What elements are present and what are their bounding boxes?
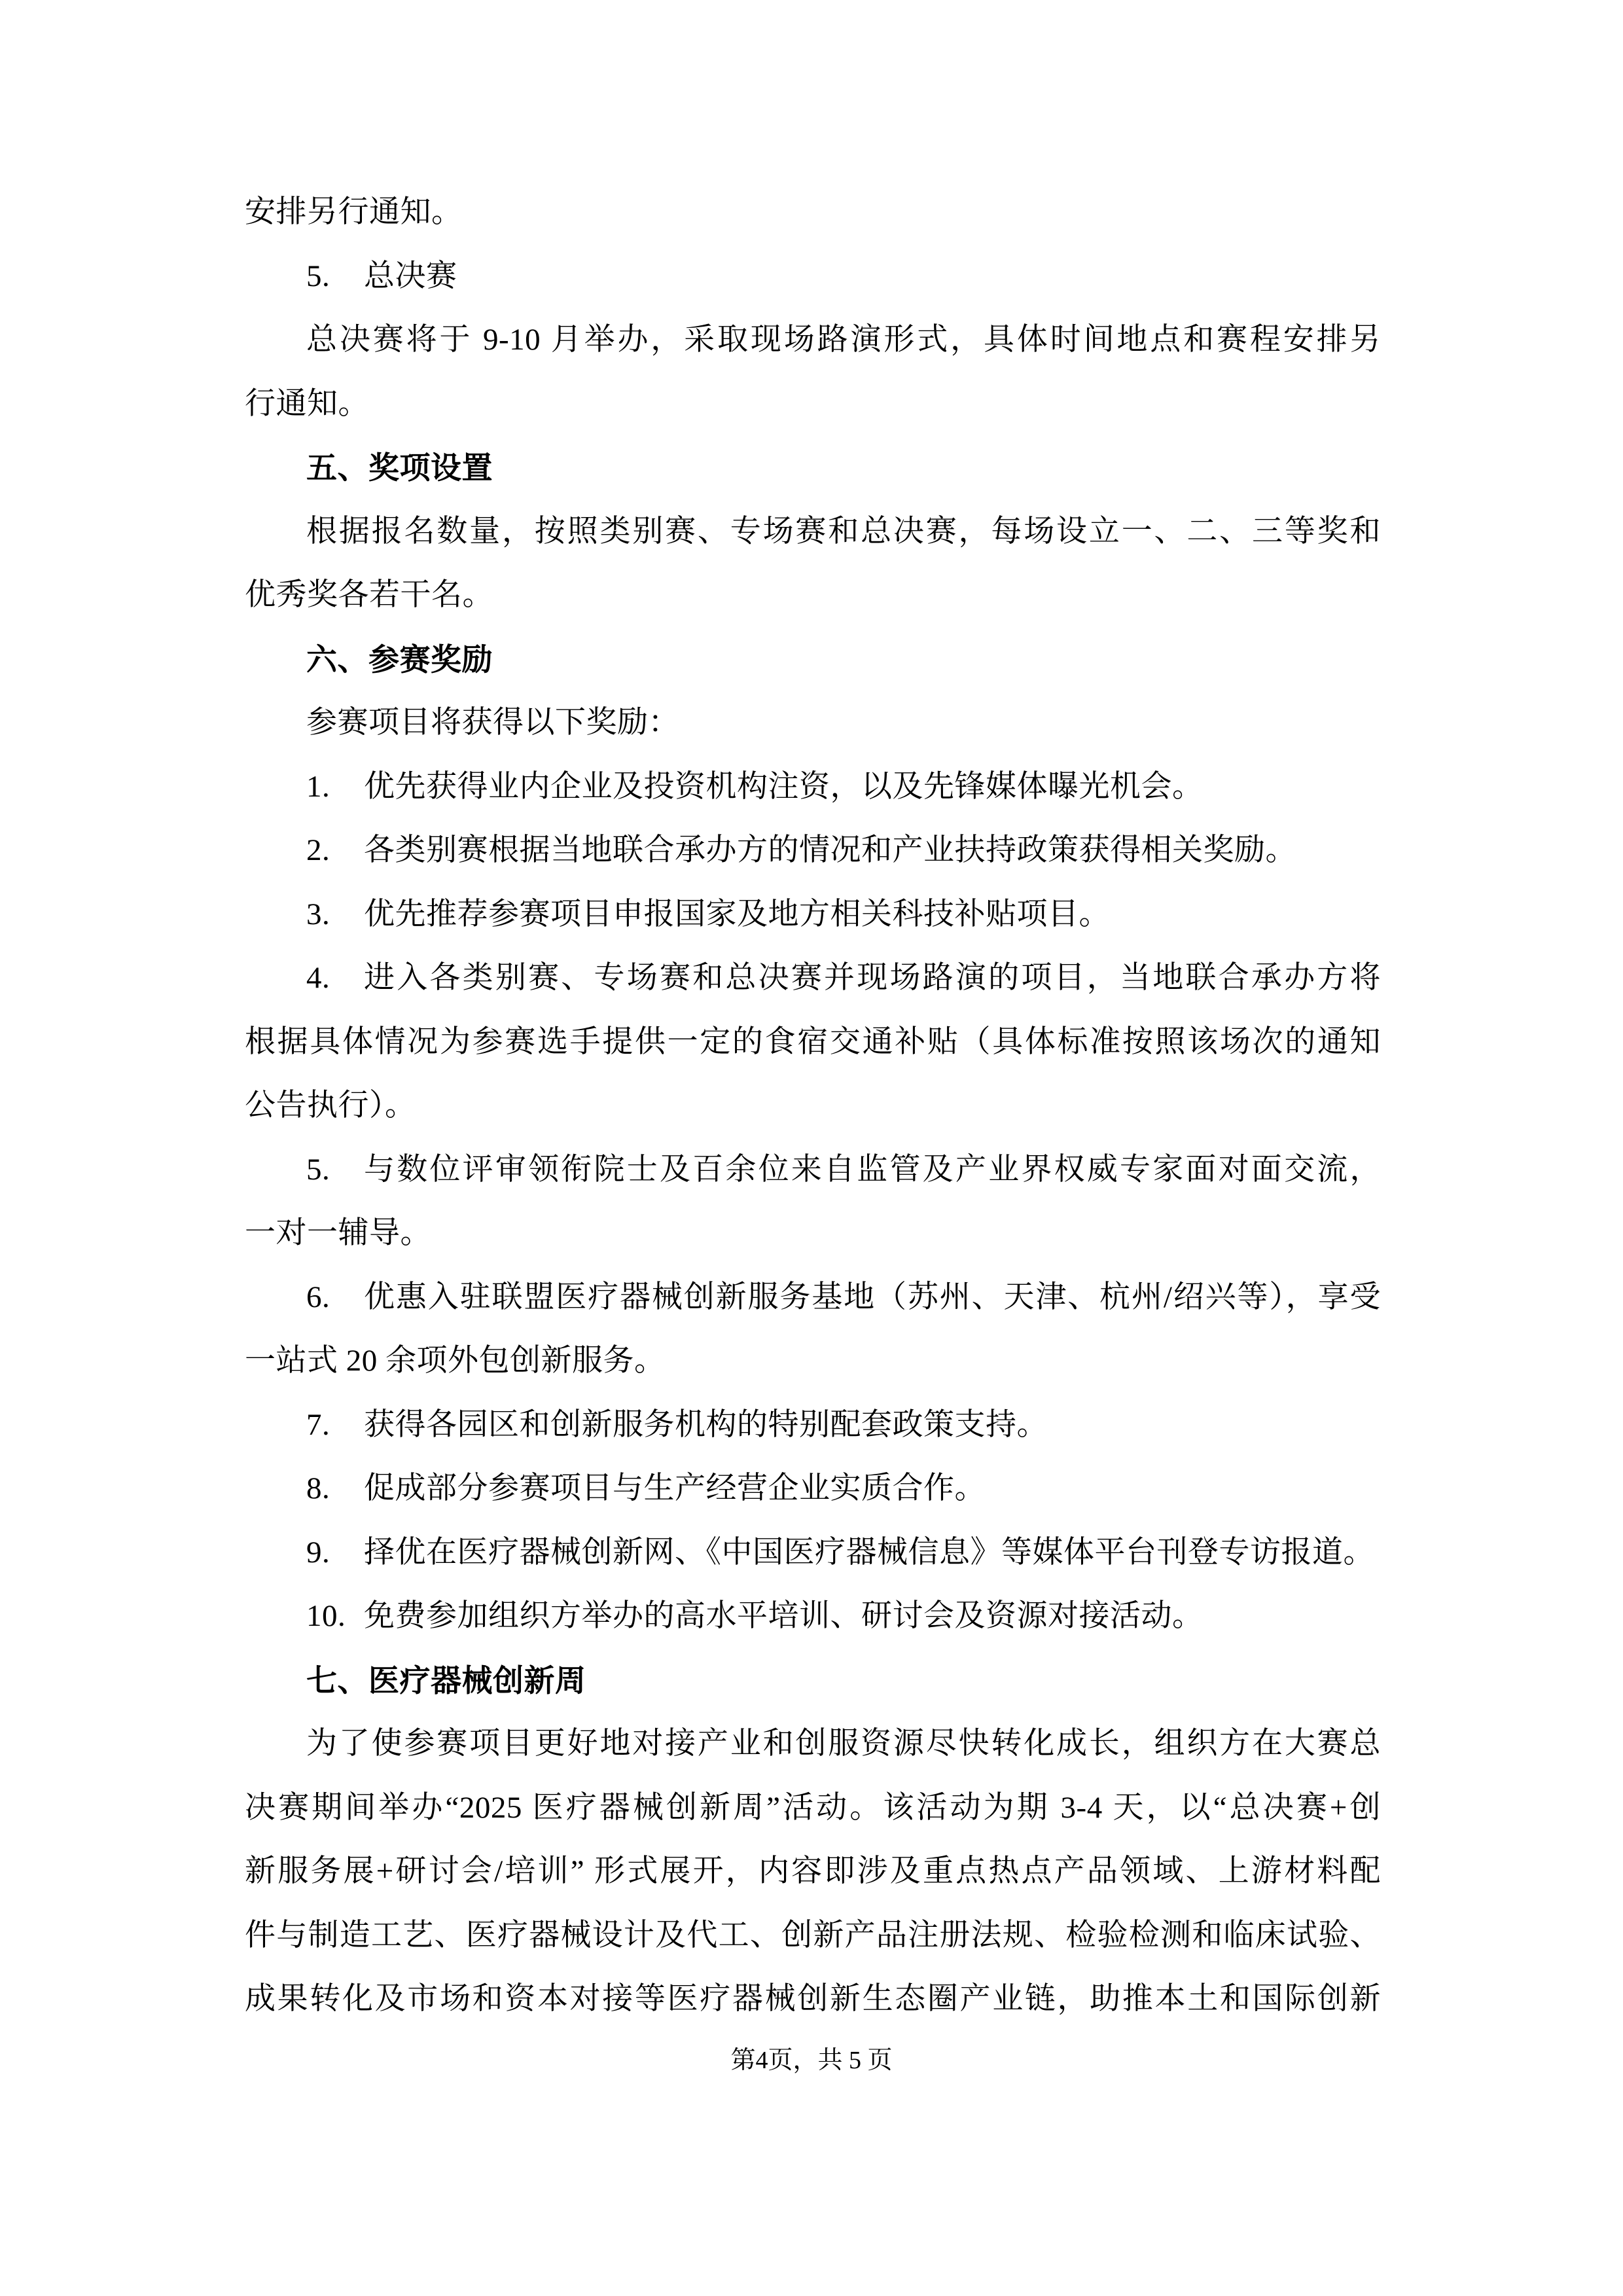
list-item-number: 1. xyxy=(306,769,330,804)
list-item-number: 5. xyxy=(306,1152,330,1187)
paragraph-first-line: 为了使参赛项目更好地对接产业和创服资源尽快转化成长，组织方在大赛总 xyxy=(306,1727,1381,1761)
list-item-continuation-line: 根据具体情况为参赛选手提供一定的食宿交通补贴（具体标准按照该场次的通知 xyxy=(245,1024,1381,1059)
list-item-number: 9. xyxy=(306,1535,330,1570)
list-item-number: 5. xyxy=(306,259,330,293)
list-item-5 xyxy=(245,1138,1381,1202)
document-body xyxy=(245,181,1381,2032)
list-item-text: 优先推荐参赛项目申报国家及地方相关科技补贴项目。 xyxy=(364,897,1110,931)
list-item-continuation-line: 一站式 20 余项外包创新服务。 xyxy=(245,1344,666,1378)
list-item-text: 总决赛 xyxy=(364,259,457,293)
paragraph-continuation-line: 新服务展+研讨会/培训” 形式展开，内容即涉及重点热点产品领域、上游材料配 xyxy=(245,1854,1381,1888)
list-item-6 xyxy=(245,1266,1381,1330)
section-heading-rewards: 六、参赛奖励 xyxy=(306,641,493,677)
list-item-text: 进入各类别赛、专场赛和总决赛并现场路演的项目，当地联合承办方将 xyxy=(364,961,1381,995)
list-item-text: 促成部分参赛项目与生产经营企业实质合作。 xyxy=(364,1471,986,1505)
list-item-text: 免费参加组织方举办的高水平培训、研讨会及资源对接活动。 xyxy=(364,1599,1204,1633)
list-item-4 xyxy=(245,946,1381,1011)
page-footer: 第4页，共 5 页 xyxy=(730,2047,893,2074)
list-item-text: 获得各园区和创新服务机构的特别配套政策支持。 xyxy=(364,1407,1048,1442)
section-heading-awards: 五、奖项设置 xyxy=(306,450,493,485)
paragraph-continuation-line: 决赛期间举办“2025 医疗器械创新周”活动。该活动为期 3-4 天，以“总决赛+创 xyxy=(245,1790,1381,1825)
list-item-3 xyxy=(245,883,1381,947)
list-item-text: 优惠入驻联盟医疗器械创新服务基地（苏州、天津、杭州/绍兴等），享受 xyxy=(364,1280,1381,1314)
list-item-2 xyxy=(245,819,1381,883)
list-item-number: 3. xyxy=(306,897,330,931)
list-item-continuation-line: 公告执行）。 xyxy=(245,1088,416,1122)
paragraph-continuation-line: 件与制造工艺、医疗器械设计及代工、创新产品注册法规、检验检测和临床试验、 xyxy=(245,1918,1381,1952)
list-item-number: 10. xyxy=(306,1599,346,1633)
list-item-continuation-line: 一对一辅导。 xyxy=(245,1216,431,1250)
list-item-final-5 xyxy=(245,245,1381,309)
list-item-10 xyxy=(245,1585,1381,1649)
list-item-number: 6. xyxy=(306,1280,330,1314)
list-item-text: 择优在医疗器械创新网、《中国医疗器械信息》等媒体平台刊登专访报道。 xyxy=(364,1535,1374,1570)
list-item-number: 2. xyxy=(306,833,330,867)
paragraph-continuation-line: 安排另行通知。 xyxy=(245,195,463,229)
paragraph-first-line: 参赛项目将获得以下奖励： xyxy=(306,706,679,740)
list-item-8 xyxy=(245,1457,1381,1521)
list-item-number: 4. xyxy=(306,961,330,995)
paragraph-continuation-line: 优秀奖各若干名。 xyxy=(245,578,493,612)
list-item-7 xyxy=(245,1393,1381,1458)
list-item-text: 各类别赛根据当地联合承办方的情况和产业扶持政策获得相关奖励。 xyxy=(364,833,1296,867)
list-item-number: 8. xyxy=(306,1471,330,1505)
paragraph-first-line: 根据报名数量，按照类别赛、专场赛和总决赛，每场设立一、二、三等奖和 xyxy=(306,514,1381,548)
section-heading-innovation-week: 七、医疗器械创新周 xyxy=(306,1662,586,1698)
paragraph-continuation-line: 行通知。 xyxy=(245,386,369,421)
paragraph-first-line: 总决赛将于 9-10 月举办，采取现场路演形式，具体时间地点和赛程安排另 xyxy=(306,323,1381,357)
list-item-text: 与数位评审领衔院士及百余位来自监管及产业界权威专家面对面交流， xyxy=(364,1152,1381,1187)
list-item-number: 7. xyxy=(306,1407,330,1442)
paragraph-continuation-line: 成果转化及市场和资本对接等医疗器械创新生态圈产业链，助推本土和国际创新 xyxy=(245,1982,1381,2016)
list-item-9 xyxy=(245,1521,1381,1585)
list-item-text: 优先获得业内企业及投资机构注资，以及先锋媒体曝光机会。 xyxy=(364,769,1204,804)
list-item-1 xyxy=(245,755,1381,819)
